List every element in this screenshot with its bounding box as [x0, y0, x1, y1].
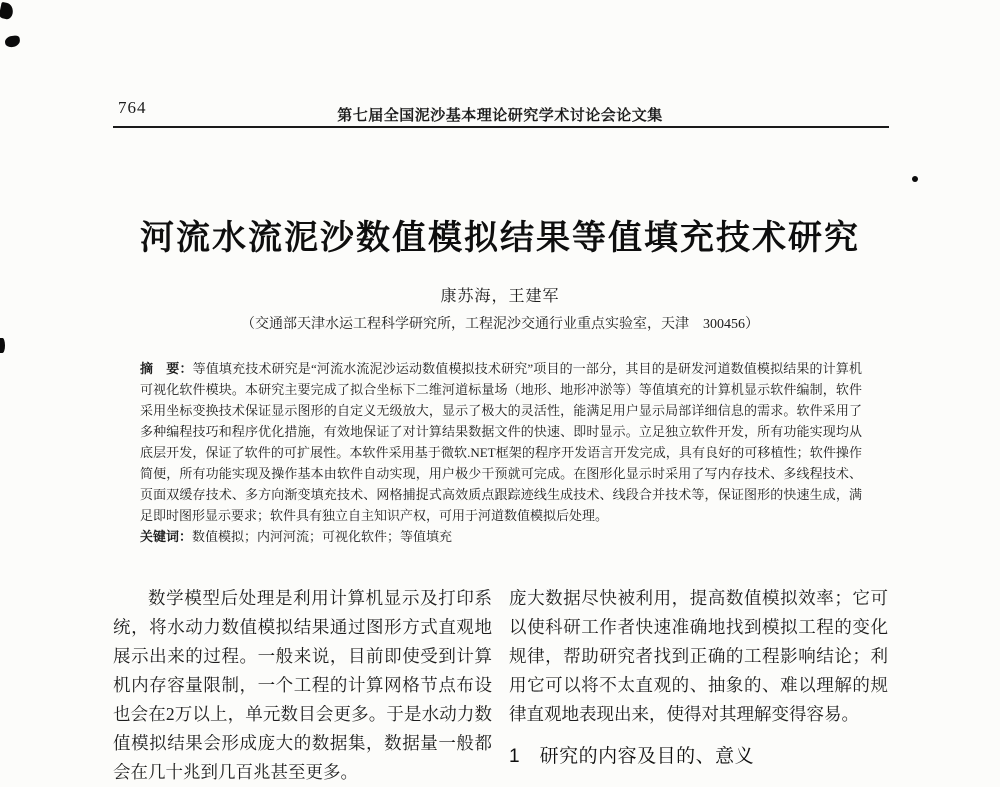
- abstract-text: 等值填充技术研究是“河流水流泥沙运动数值模拟技术研究”项目的一部分，其目的是研发河道数值模拟结果的计算机可视化软件模块。本研究主要完成了拟合坐标下二维河道标量场（地形、地形冲淤等）等值填充的计算机显示软件编制，软件采用坐标变换技术保证显示图形的自定义无级放大，显示了极大的灵活性，能满足用户显示局部详细信息的需求。软件采用了多种编程技巧和程序优化措施，有效地保证了对计算结果数据文件的快速、即时显示。立足独立软件开发，所有功能实现均从底层开发，保证了软件的可扩展性。本软件采用基于微软.NET框架的程序开发语言开发完成，具有良好的可移植性；软件操作简便，所有功能实现及操作基本由软件自动实现，用户极少干预就可完成。在图形化显示时采用了写内存技术、多线程技术、页面双缓存技术、多方向渐变填充技术、网格捕捉式高效质点跟踪迹线生成技术、线段合并技术等，保证图形的快速生成，满足即时图形显示要求；软件具有独立自主知识产权，可用于河道数值模拟后处理。: [140, 361, 862, 523]
- scan-artifact: [0, 2, 15, 20]
- scan-artifact: [912, 176, 918, 182]
- abstract-label: 摘 要：: [140, 361, 193, 376]
- article-title: 河流水流泥沙数值模拟结果等值填充技术研究: [140, 219, 860, 257]
- left-column: [113, 584, 492, 787]
- section-heading: 1 研究的内容及目的、意义: [509, 746, 755, 767]
- running-header: 第七届全国泥沙基本理论研究学术讨论会论文集: [337, 108, 663, 124]
- body-paragraph-continued: 庞大数据尽快被利用，提高数值模拟效率；它可以使科研工作者快速准确地找到模拟工程的变化规律，帮助研究者找到正确的工程影响结论；利用它可以将不太直观的、抽象的、难以理解的规律直观地表现出来，使得对其理解变得容易。: [509, 588, 888, 724]
- scan-artifact: [0, 338, 5, 353]
- header-rule: [113, 126, 889, 128]
- abstract-paragraph: [140, 358, 862, 526]
- body-paragraph: 数学模型后处理是利用计算机显示及打印系统，将水动力数值模拟结果通过图形方式直观地展示出来的过程。一般来说，目前即使受到计算机内存容量限制，一个工程的计算网格节点布设也会在2万以上，单元数目会更多。于是水动力数值模拟结果会形成庞大的数据集，数据量一般都会在几十兆到几百兆甚至更多。: [113, 588, 492, 782]
- affiliation: （交通部天津水运工程科学研究所，工程泥沙交通行业重点实验室，天津 300456）: [241, 317, 759, 332]
- keywords-line: [140, 526, 862, 547]
- scan-artifact: [4, 35, 20, 48]
- keywords-label: 关键词：: [140, 529, 193, 544]
- authors: 康苏海，王建军: [440, 288, 560, 305]
- right-column: [509, 584, 888, 771]
- abstract-block: [140, 358, 862, 547]
- keywords-text: 数值模拟；内河河流；可视化软件；等值填充: [192, 529, 453, 544]
- page-number: 764: [118, 98, 147, 117]
